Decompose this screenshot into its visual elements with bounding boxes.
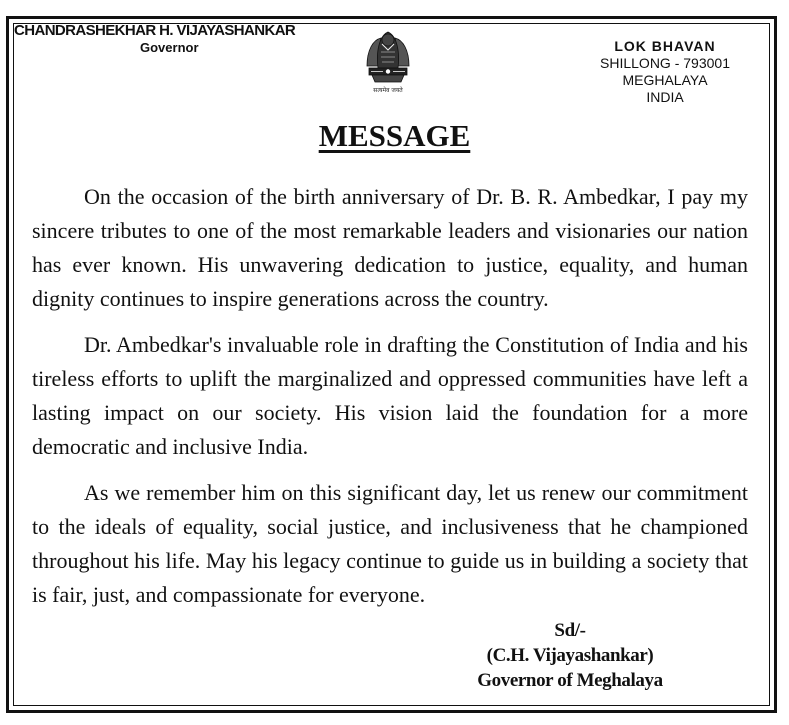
address-block — [580, 38, 750, 106]
signatory-designation: Governor of Meghalaya — [477, 670, 663, 691]
message-paragraph: Dr. Ambedkar's invaluable role in drafting the Constitution of India and his tireless efforts to uplift the marginalized and oppressed communities have left a lasting impact on our society. His vision laid the foundation for a more democratic and inclusive India. — [32, 332, 748, 459]
address-line: SHILLONG - 793001 — [600, 55, 730, 71]
emblem-motto: सत्यमेव जयते — [373, 87, 403, 94]
signature-block — [460, 618, 680, 693]
address-line: MEGHALAYA — [622, 72, 708, 88]
address-line: INDIA — [646, 89, 684, 105]
sender-name: CHANDRASHEKHAR H. VIJAYASHANKAR — [14, 22, 296, 39]
message-heading: MESSAGE — [318, 118, 471, 153]
message-paragraph: On the occasion of the birth anniversary of Dr. B. R. Ambedkar, I pay my sincere tributes to one of the most remarkable leaders and visionaries our nation has ever known. His unwavering dedication to justice, equality, and human dignity continues to inspire generations across the country. — [32, 184, 748, 311]
message-body — [32, 180, 748, 624]
signatory-name: (C.H. Vijayashankar) — [486, 645, 654, 666]
message-paragraph: As we remember him on this significant day, let us renew our commitment to the ideals of equality, social justice, and inclusiveness that he championed throughout his life. May his legacy continue to guide us in building a society that is fair, just, and compassionate for everyone. — [32, 480, 748, 607]
sender-title: Governor — [140, 40, 199, 55]
address-line: LOK BHAVAN — [614, 38, 716, 54]
signature-sd: Sd/- — [554, 620, 586, 641]
sender-block — [14, 22, 344, 55]
state-emblem-icon — [361, 26, 415, 114]
